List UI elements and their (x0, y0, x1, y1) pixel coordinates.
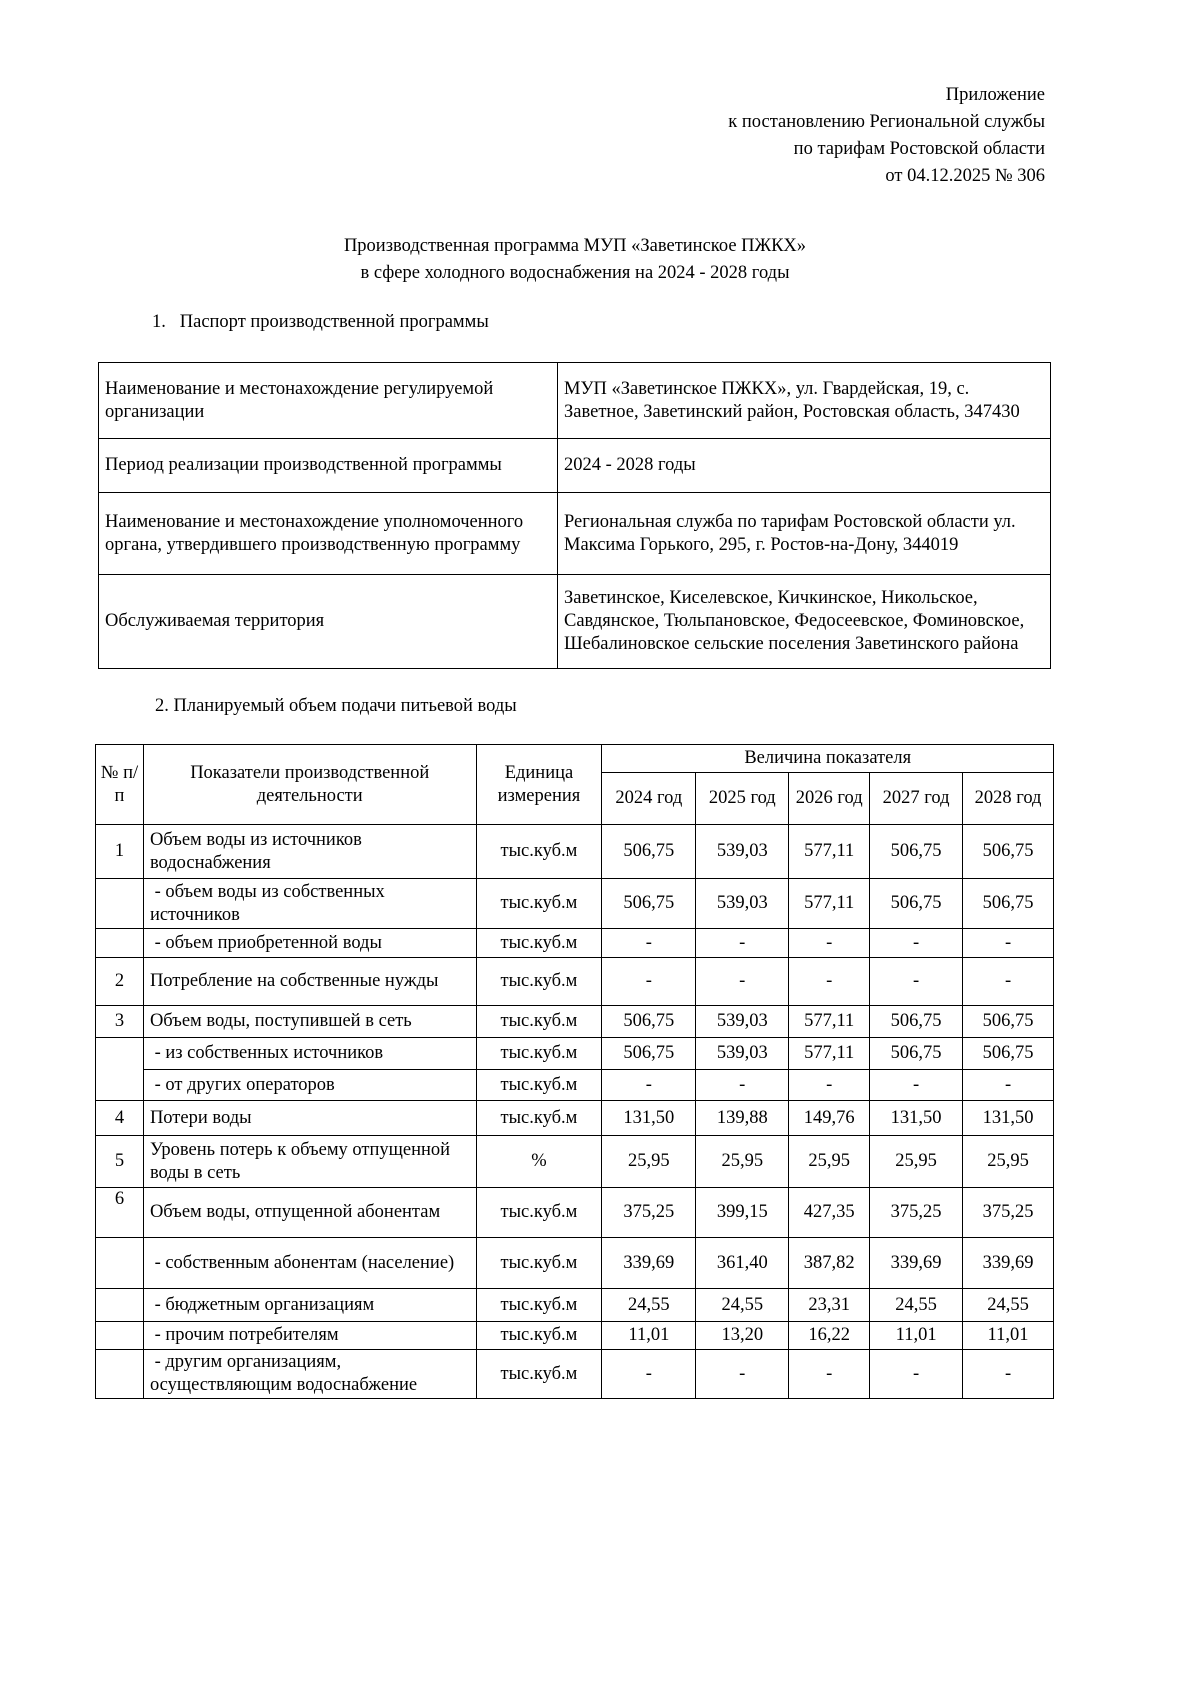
row-value: - (602, 958, 696, 1006)
row-value: 149,76 (789, 1101, 870, 1136)
row-value: - (696, 1350, 789, 1399)
row-num: 5 (96, 1136, 144, 1188)
passport-value: Региональная служба по тарифам Ростовской области ул. Максима Горького, 295, г. Ростов-на-Дону, 344019 (558, 493, 1051, 575)
row-value: 506,75 (963, 825, 1054, 879)
row-unit: тыс.куб.м (476, 958, 602, 1006)
row-indicator: Уровень потерь к объему отпущенной воды в сеть (143, 1136, 476, 1188)
table-row (96, 1322, 1054, 1350)
row-value: - (963, 1350, 1054, 1399)
appendix-line: от 04.12.2025 № 306 (885, 166, 1045, 186)
table-row (96, 1101, 1054, 1136)
row-value: - (870, 1350, 963, 1399)
row-value: 577,11 (789, 1038, 870, 1070)
row-num: 2 (96, 958, 144, 1006)
row-unit: тыс.куб.м (476, 1289, 602, 1322)
row-unit: тыс.куб.м (476, 1101, 602, 1136)
row-unit: тыс.куб.м (476, 1070, 602, 1101)
row-unit: тыс.куб.м (476, 1322, 602, 1350)
table-row (96, 1070, 1054, 1101)
passport-key: Обслуживаемая территория (99, 575, 558, 669)
row-num (96, 1289, 144, 1322)
table-row (96, 958, 1054, 1006)
passport-row (99, 439, 1051, 493)
table-row (96, 879, 1054, 929)
row-indicator: - из собственных источников (143, 1038, 476, 1070)
row-unit: тыс.куб.м (476, 1006, 602, 1038)
appendix-header (728, 82, 1045, 190)
row-value: 24,55 (602, 1289, 696, 1322)
appendix-line: к постановлению Региональной службы (728, 112, 1045, 132)
row-value: 506,75 (870, 1006, 963, 1038)
header-year: 2025 год (696, 773, 789, 825)
passport-value: МУП «Заветинское ПЖКХ», ул. Гвардейская, 19, с. Заветное, Заветинский район, Ростовская область, 347430 (558, 363, 1051, 439)
table-row (96, 1188, 1054, 1238)
row-indicator: - другим организациям, осуществляющим водоснабжение (143, 1350, 476, 1399)
row-num: 1 (96, 825, 144, 879)
row-value: 25,95 (602, 1136, 696, 1188)
document-title (0, 233, 1150, 287)
row-value: 25,95 (789, 1136, 870, 1188)
row-value: 387,82 (789, 1238, 870, 1289)
row-value: - (870, 958, 963, 1006)
passport-value: 2024 - 2028 годы (558, 439, 1051, 493)
row-num (96, 1238, 144, 1289)
water-supply-table (95, 744, 1054, 1399)
row-value: 577,11 (789, 825, 870, 879)
row-value: 361,40 (696, 1238, 789, 1289)
row-indicator: - прочим потребителям (143, 1322, 476, 1350)
row-value: 375,25 (963, 1188, 1054, 1238)
row-value: 339,69 (963, 1238, 1054, 1289)
row-num (96, 1322, 144, 1350)
row-num (96, 1038, 144, 1101)
header-year: 2027 год (870, 773, 963, 825)
passport-key: Наименование и местонахождение уполномоченного органа, утвердившего производственную программу (99, 493, 558, 575)
header-year: 2028 год (963, 773, 1054, 825)
row-value: 539,03 (696, 1006, 789, 1038)
row-value: 25,95 (696, 1136, 789, 1188)
row-value: - (696, 958, 789, 1006)
row-value: - (696, 929, 789, 958)
table-row (96, 1136, 1054, 1188)
row-value: 506,75 (602, 879, 696, 929)
row-value: 539,03 (696, 879, 789, 929)
row-value: 24,55 (870, 1289, 963, 1322)
row-value: 131,50 (602, 1101, 696, 1136)
row-value: 11,01 (963, 1322, 1054, 1350)
row-indicator: Объем воды из источников водоснабжения (143, 825, 476, 879)
row-value: - (789, 958, 870, 1006)
row-value: - (870, 929, 963, 958)
row-value: - (870, 1070, 963, 1101)
row-value: - (963, 1070, 1054, 1101)
row-indicator: Объем воды, отпущенной абонентам (143, 1188, 476, 1238)
row-value: 577,11 (789, 1006, 870, 1038)
table-row (96, 1350, 1054, 1399)
row-value: 131,50 (963, 1101, 1054, 1136)
section2-heading: 2. Планируемый объем подачи питьевой воды (155, 696, 517, 716)
header-year: 2026 год (789, 773, 870, 825)
header-unit: Единица измерения (476, 745, 602, 825)
row-unit: тыс.куб.м (476, 1038, 602, 1070)
row-indicator: - бюджетным организациям (143, 1289, 476, 1322)
row-num: 3 (96, 1006, 144, 1038)
row-value: 13,20 (696, 1322, 789, 1350)
row-num: 6 (96, 1188, 144, 1238)
row-unit: тыс.куб.м (476, 929, 602, 958)
table-row (96, 825, 1054, 879)
table-row (96, 929, 1054, 958)
row-value: - (696, 1070, 789, 1101)
row-value: 11,01 (870, 1322, 963, 1350)
row-value: 339,69 (602, 1238, 696, 1289)
passport-table (98, 362, 1051, 669)
passport-row (99, 493, 1051, 575)
row-value: - (963, 958, 1054, 1006)
row-value: 506,75 (870, 879, 963, 929)
row-value: 506,75 (963, 1006, 1054, 1038)
row-indicator: Объем воды, поступившей в сеть (143, 1006, 476, 1038)
appendix-line: Приложение (945, 85, 1045, 105)
row-unit: тыс.куб.м (476, 825, 602, 879)
appendix-line: по тарифам Ростовской области (793, 139, 1045, 159)
row-value: 23,31 (789, 1289, 870, 1322)
table-row (96, 1006, 1054, 1038)
row-value: 16,22 (789, 1322, 870, 1350)
row-value: 25,95 (870, 1136, 963, 1188)
row-value: - (602, 929, 696, 958)
row-value: - (789, 1070, 870, 1101)
row-value: 375,25 (602, 1188, 696, 1238)
row-unit: % (476, 1136, 602, 1188)
row-value: 25,95 (963, 1136, 1054, 1188)
row-value: 506,75 (870, 825, 963, 879)
header-year: 2024 год (602, 773, 696, 825)
row-unit: тыс.куб.м (476, 1188, 602, 1238)
row-value: 506,75 (963, 1038, 1054, 1070)
header-num: № п/п (96, 745, 144, 825)
row-value: 539,03 (696, 825, 789, 879)
passport-key: Наименование и местонахождение регулируемой организации (99, 363, 558, 439)
passport-value: Заветинское, Киселевское, Кичкинское, Никольское, Савдянское, Тюльпановское, Федосеевское, Фоминовское, Шебалиновское сельские поселения Заветинского района (558, 575, 1051, 669)
row-value: 11,01 (602, 1322, 696, 1350)
row-indicator: - объем воды из собственных источников (143, 879, 476, 929)
row-value: 399,15 (696, 1188, 789, 1238)
row-value: 375,25 (870, 1188, 963, 1238)
row-value: 539,03 (696, 1038, 789, 1070)
row-indicator: - от других операторов (143, 1070, 476, 1101)
row-value: 24,55 (963, 1289, 1054, 1322)
table-row (96, 1038, 1054, 1070)
row-value: 427,35 (789, 1188, 870, 1238)
header-value-group: Величина показателя (602, 745, 1054, 773)
row-value: 131,50 (870, 1101, 963, 1136)
row-value: 506,75 (602, 825, 696, 879)
table-row (96, 1289, 1054, 1322)
row-value: 24,55 (696, 1289, 789, 1322)
row-num (96, 929, 144, 958)
row-value: - (602, 1350, 696, 1399)
row-value: - (963, 929, 1054, 958)
row-indicator: - собственным абонентам (население) (143, 1238, 476, 1289)
title-line: Производственная программа МУП «Заветинское ПЖКХ» (343, 236, 807, 256)
row-value: 139,88 (696, 1101, 789, 1136)
row-value: 506,75 (963, 879, 1054, 929)
title-line: в сфере холодного водоснабжения на 2024 - 2028 годы (360, 263, 790, 283)
row-value: 506,75 (602, 1038, 696, 1070)
row-num (96, 1350, 144, 1399)
passport-key: Период реализации производственной программы (99, 439, 558, 493)
row-value: 506,75 (602, 1006, 696, 1038)
row-indicator: Потери воды (143, 1101, 476, 1136)
row-unit: тыс.куб.м (476, 1238, 602, 1289)
row-unit: тыс.куб.м (476, 879, 602, 929)
row-unit: тыс.куб.м (476, 1350, 602, 1399)
row-value: - (789, 1350, 870, 1399)
row-indicator: Потребление на собственные нужды (143, 958, 476, 1006)
row-indicator: - объем приобретенной воды (143, 929, 476, 958)
row-num: 4 (96, 1101, 144, 1136)
row-value: 339,69 (870, 1238, 963, 1289)
row-num (96, 879, 144, 929)
row-value: 506,75 (870, 1038, 963, 1070)
header-indicator: Показатели производственной деятельности (143, 745, 476, 825)
passport-row (99, 575, 1051, 669)
row-value: 577,11 (789, 879, 870, 929)
row-value: - (789, 929, 870, 958)
table-row (96, 1238, 1054, 1289)
passport-row (99, 363, 1051, 439)
section1-heading: 1. Паспорт производственной программы (152, 312, 489, 332)
row-value: - (602, 1070, 696, 1101)
